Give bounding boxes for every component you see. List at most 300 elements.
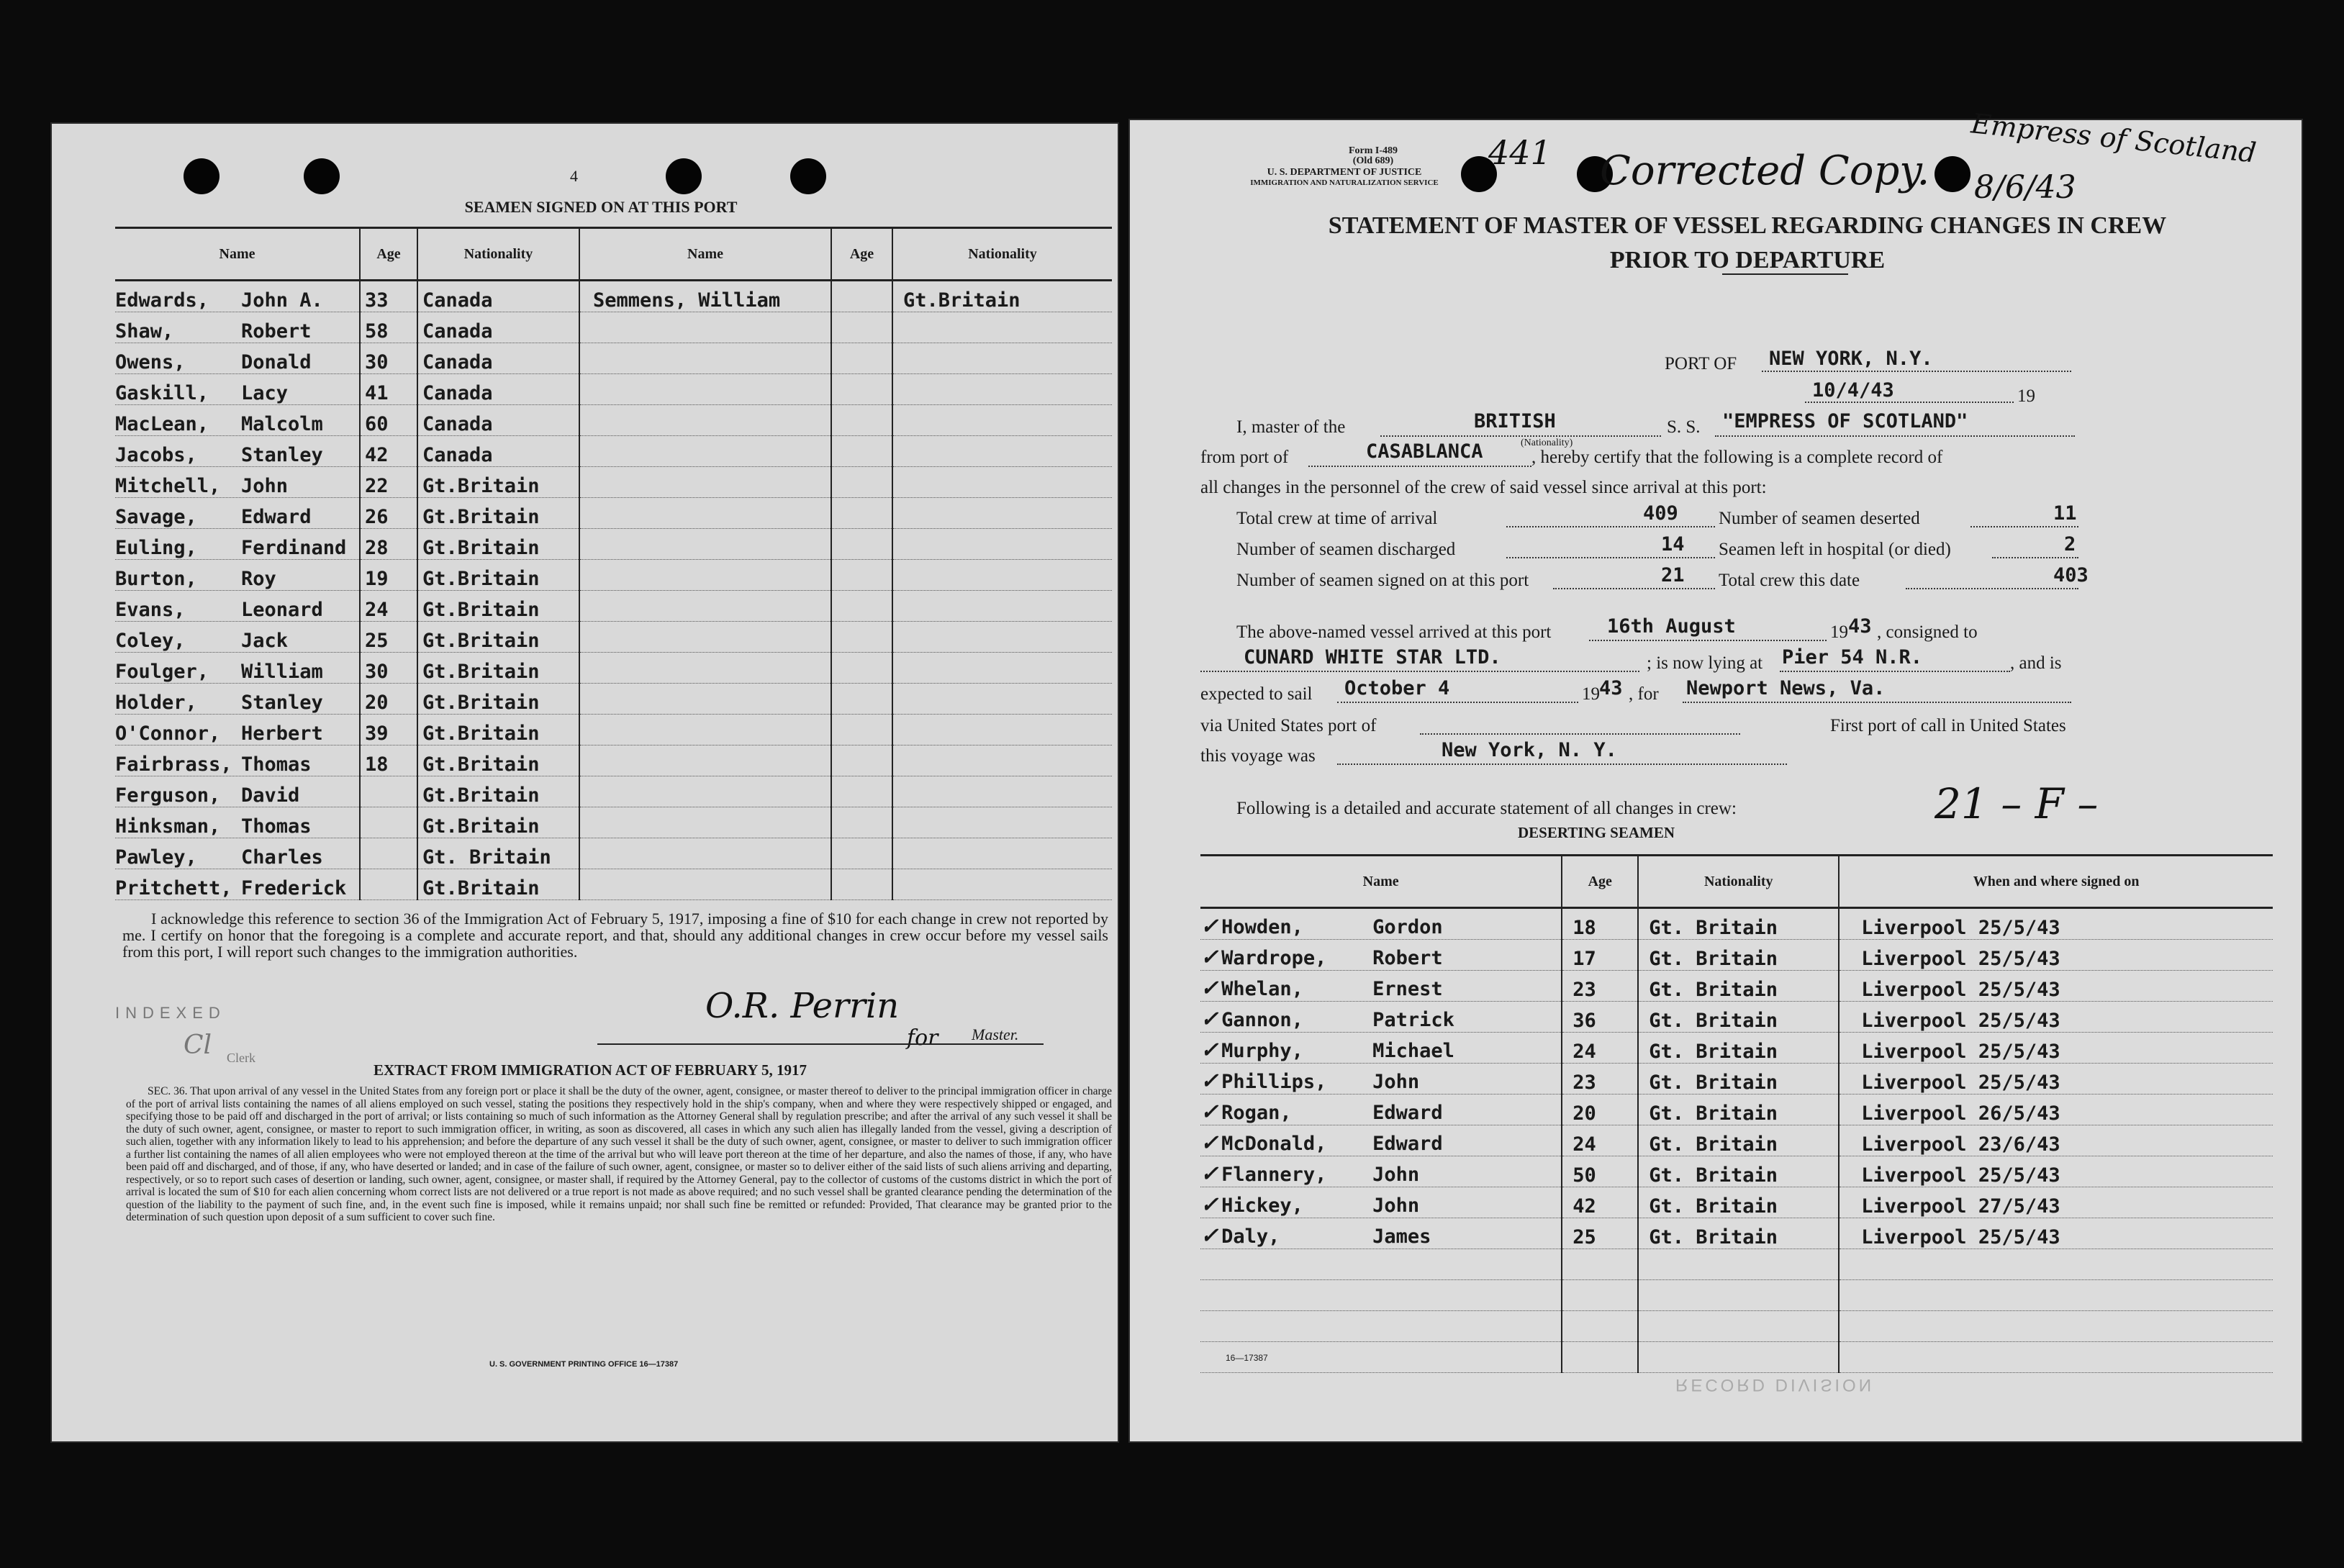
seaman-name-2 <box>579 869 831 900</box>
deserter-nationality <box>1638 1342 1839 1373</box>
expected-label: expected to sail <box>1200 684 1313 704</box>
deserter-nationality: Gt. Britain <box>1638 908 1839 940</box>
pier-line <box>1780 671 2010 672</box>
seaman-age-2 <box>831 281 892 312</box>
table-row <box>1200 1187 2273 1218</box>
deserter-name <box>1200 1125 1562 1156</box>
deserter-age: 23 <box>1562 1064 1638 1095</box>
table-row <box>115 684 1112 715</box>
table-row <box>115 312 1112 343</box>
seaman-nationality: Canada <box>417 343 579 374</box>
seaman-name-2 <box>579 405 831 436</box>
stat-discharged-value: 14 <box>1661 533 1685 556</box>
sail-line <box>1337 702 1578 703</box>
seaman-age <box>360 807 417 838</box>
consigned-label: , consigned to <box>1877 622 1978 642</box>
deserting-title: DESERTING SEAMEN <box>1517 824 1675 841</box>
stat-signed-on-value: 21 <box>1661 564 1685 586</box>
check-mark-icon: ✓ <box>1200 1192 1219 1218</box>
deserter-age: 24 <box>1562 1125 1638 1156</box>
seaman-name-2 <box>579 622 831 653</box>
table-row <box>115 467 1112 498</box>
handwritten-number: 441 <box>1488 133 1552 172</box>
seaman-age-2 <box>831 560 892 591</box>
form-title-line2: PRIOR TO DEPARTURE <box>1609 247 1886 273</box>
consignee-value: CUNARD WHITE STAR LTD. <box>1244 646 1501 669</box>
seaman-age <box>360 776 417 807</box>
deserter-given-name: Michael <box>1372 1040 1454 1062</box>
deserter-nationality: Gt. Britain <box>1638 1033 1839 1064</box>
table-row <box>1200 1095 2273 1125</box>
seaman-nationality: Canada <box>417 312 579 343</box>
seaman-name-2 <box>579 498 831 529</box>
master-signature: O.R. Perrin <box>705 986 900 1026</box>
deserter-name <box>1200 908 1562 940</box>
seaman-given-name: David <box>241 784 300 807</box>
seaman-name <box>115 343 360 374</box>
deserter-name <box>1200 1249 1562 1280</box>
punch-hole <box>1935 156 1970 192</box>
seaman-name-2 <box>579 838 831 869</box>
seaman-nationality-2 <box>892 343 1112 374</box>
form-title <box>1200 209 2294 278</box>
seaman-nationality: Gt.Britain <box>417 746 579 776</box>
following-label: Following is a detailed and accurate statement of all changes in crew: <box>1236 799 1737 818</box>
seaman-age-2 <box>831 684 892 715</box>
seaman-nationality: Gt.Britain <box>417 591 579 622</box>
table-row <box>115 405 1112 436</box>
seaman-name-2: Semmens, William <box>579 281 831 312</box>
from-port-label: from port of <box>1200 448 1289 467</box>
seaman-given-name: Robert <box>241 320 312 343</box>
seaman-age: 18 <box>360 746 417 776</box>
seaman-age-2 <box>831 653 892 684</box>
seaman-age-2 <box>831 405 892 436</box>
seaman-age: 30 <box>360 653 417 684</box>
from-port-value: CASABLANCA <box>1366 440 1483 463</box>
seaman-nationality-2 <box>892 498 1112 529</box>
check-mark-icon: ✓ <box>1200 945 1219 970</box>
seaman-name-2 <box>579 374 831 405</box>
deserter-signed-on: Liverpool 25/5/43 <box>1839 908 2273 940</box>
deserter-given-name: John <box>1372 1195 1420 1217</box>
deserter-age: 36 <box>1562 1002 1638 1033</box>
table-row <box>115 715 1112 746</box>
table-row <box>1200 1002 2273 1033</box>
deserter-surname: Wardrope, <box>1221 947 1327 969</box>
page-number: 4 <box>570 167 578 185</box>
seaman-name <box>115 467 360 498</box>
seaman-nationality-2 <box>892 436 1112 467</box>
deserter-name <box>1200 1280 1562 1311</box>
table-row <box>115 529 1112 560</box>
seaman-name <box>115 776 360 807</box>
deserter-surname: Phillips, <box>1221 1071 1327 1093</box>
handwritten-ship: Empress of Scotland <box>1969 107 2258 169</box>
seaman-age: 19 <box>360 560 417 591</box>
deserter-signed-on <box>1839 1280 2273 1311</box>
seaman-surname: Euling, <box>115 537 197 559</box>
date-line <box>1805 402 2014 403</box>
deserter-name <box>1200 1311 1562 1342</box>
seaman-name-2 <box>579 684 831 715</box>
table-row <box>115 374 1112 405</box>
form-title-line1: STATEMENT OF MASTER OF VESSEL REGARDING CHANGES IN CREW <box>1328 212 2167 239</box>
form-code: 16—17387 <box>1226 1353 1268 1363</box>
deserter-name <box>1200 1095 1562 1125</box>
destination-line <box>1683 702 2071 703</box>
seaman-nationality: Gt.Britain <box>417 869 579 900</box>
seaman-given-name: Charles <box>241 846 323 869</box>
seaman-given-name: William <box>241 661 323 683</box>
seaman-surname: Jacobs, <box>115 444 197 466</box>
stat-deserted-value: 11 <box>2053 502 2077 525</box>
deserter-age: 42 <box>1562 1187 1638 1218</box>
seaman-nationality: Gt.Britain <box>417 467 579 498</box>
seaman-given-name: Jack <box>241 630 289 652</box>
sail-value: October 4 <box>1344 677 1450 699</box>
table-row <box>1200 1249 2273 1280</box>
record-stamp: RECORD DIVISION <box>1675 1375 1875 1395</box>
deserter-age: 24 <box>1562 1033 1638 1064</box>
seaman-given-name: John <box>241 475 289 497</box>
seaman-name <box>115 498 360 529</box>
seaman-name <box>115 684 360 715</box>
seaman-age-2 <box>831 776 892 807</box>
seaman-age: 22 <box>360 467 417 498</box>
stat-total-date-value: 403 <box>2053 564 2089 586</box>
deserter-name <box>1200 1187 1562 1218</box>
seaman-nationality: Gt.Britain <box>417 622 579 653</box>
seaman-given-name: Donald <box>241 351 312 373</box>
for-label: , for <box>1629 684 1659 704</box>
printing-office: U. S. GOVERNMENT PRINTING OFFICE 16—17387 <box>489 1360 679 1369</box>
arrived-label: The above-named vessel arrived at this port <box>1236 622 1552 642</box>
nationality-value: BRITISH <box>1474 410 1556 432</box>
seaman-surname: Shaw, <box>115 320 174 343</box>
seaman-age-2 <box>831 715 892 746</box>
destination-value: Newport News, Va. <box>1686 677 1886 699</box>
deserter-signed-on <box>1839 1311 2273 1342</box>
stat-deserted-label: Number of seamen deserted <box>1719 509 1920 528</box>
table-row <box>115 560 1112 591</box>
stat-line <box>1970 526 2078 527</box>
deserter-age: 25 <box>1562 1218 1638 1249</box>
seaman-given-name: Leonard <box>241 599 323 621</box>
section-title: SEAMEN SIGNED ON AT THIS PORT <box>464 198 738 216</box>
seaman-surname: Owens, <box>115 351 186 373</box>
via-line <box>1420 733 1740 735</box>
seaman-nationality: Gt.Britain <box>417 776 579 807</box>
deserter-signed-on: Liverpool 25/5/43 <box>1839 1064 2273 1095</box>
col-header-name: Name <box>579 228 831 281</box>
deserter-signed-on <box>1839 1342 2273 1373</box>
deserter-age: 50 <box>1562 1156 1638 1187</box>
seaman-age-2 <box>831 374 892 405</box>
seaman-given-name: Ferdinand <box>241 537 347 559</box>
seaman-name <box>115 281 360 312</box>
seaman-surname: Fairbrass, <box>115 753 232 776</box>
title-underline <box>1722 273 1848 275</box>
seaman-nationality-2 <box>892 591 1112 622</box>
stat-total-arrival-value: 409 <box>1643 502 1678 525</box>
seaman-age: 60 <box>360 405 417 436</box>
seaman-age-2 <box>831 312 892 343</box>
deserter-signed-on: Liverpool 25/5/43 <box>1839 1002 2273 1033</box>
deserter-name <box>1200 971 1562 1002</box>
seaman-nationality-2 <box>892 374 1112 405</box>
indexed-stamp: INDEXED <box>115 1004 226 1022</box>
deserter-surname: McDonald, <box>1221 1133 1327 1155</box>
seaman-nationality-2 <box>892 869 1112 900</box>
seaman-name <box>115 405 360 436</box>
seaman-age: 33 <box>360 281 417 312</box>
table-row <box>1200 971 2273 1002</box>
deserter-given-name: Ernest <box>1372 978 1443 1000</box>
table-row <box>1200 1156 2273 1187</box>
check-mark-icon: ✓ <box>1200 1161 1219 1187</box>
seaman-surname: Evans, <box>115 599 186 621</box>
seaman-surname: Savage, <box>115 506 197 528</box>
stat-hospital-label: Seamen left in hospital (or died) <box>1719 540 1951 559</box>
table-row <box>115 746 1112 776</box>
acknowledgement-text: I acknowledge this reference to section 36 of the Immigration Act of February 5, 1917, imposing a fine of $10 for each change in crew not reported by me. I certify on honor that the foregoing is a complete and accurate report, and that, should any additional changes in crew occur before my vessel sails from this port, I will report such changes to the immigration authorities. <box>122 910 1108 961</box>
check-mark-icon: ✓ <box>1200 1069 1219 1094</box>
col-header-name: Name <box>115 228 360 281</box>
arrived-value: 16th August <box>1607 615 1736 638</box>
stat-total-arrival-label: Total crew at time of arrival <box>1236 509 1438 528</box>
table-row <box>115 869 1112 900</box>
table-row <box>115 343 1112 374</box>
col-header-nationality: Nationality <box>892 228 1112 281</box>
table-row <box>115 622 1112 653</box>
table-row <box>115 591 1112 622</box>
first-port-value: New York, N. Y. <box>1442 739 1617 761</box>
deserter-nationality: Gt. Britain <box>1638 971 1839 1002</box>
seaman-given-name: Herbert <box>241 722 323 745</box>
seaman-name <box>115 560 360 591</box>
deserter-name <box>1200 940 1562 971</box>
seaman-surname: Gaskill, <box>115 382 209 404</box>
deserter-given-name: Robert <box>1372 947 1443 969</box>
deserting-table <box>1200 854 2273 1373</box>
seaman-age: 30 <box>360 343 417 374</box>
seaman-nationality-2 <box>892 529 1112 560</box>
deserter-nationality: Gt. Britain <box>1638 1095 1839 1125</box>
table-row <box>115 776 1112 807</box>
nationality-caption: (Nationality) <box>1521 438 1573 448</box>
deserter-signed-on: Liverpool 25/5/43 <box>1839 1156 2273 1187</box>
seaman-name <box>115 591 360 622</box>
seaman-nationality: Gt.Britain <box>417 560 579 591</box>
seaman-age-2 <box>831 529 892 560</box>
col-header-age: Age <box>1562 856 1638 908</box>
stat-hospital-value: 2 <box>2064 533 2076 556</box>
seaman-surname: Ferguson, <box>115 784 221 807</box>
deserter-signed-on: Liverpool 25/5/43 <box>1839 1033 2273 1064</box>
deserter-surname: Whelan, <box>1221 978 1303 1000</box>
deserter-name <box>1200 1002 1562 1033</box>
seaman-given-name: Stanley <box>241 692 323 714</box>
seaman-nationality-2 <box>892 684 1112 715</box>
stat-line <box>1906 588 2078 589</box>
department-name: U. S. DEPARTMENT OF JUSTICE <box>1267 167 1422 178</box>
seaman-nationality: Canada <box>417 405 579 436</box>
table-row <box>1200 1280 2273 1311</box>
check-mark-icon: ✓ <box>1200 1007 1219 1032</box>
seaman-surname: Foulger, <box>115 661 209 683</box>
seaman-name-2 <box>579 715 831 746</box>
handwritten-count: 21 – F – <box>1935 779 2099 828</box>
seaman-surname: Mitchell, <box>115 475 221 497</box>
seaman-given-name: Edward <box>241 506 312 528</box>
seaman-given-name: Stanley <box>241 444 323 466</box>
seaman-nationality: Canada <box>417 436 579 467</box>
seaman-nationality: Gt. Britain <box>417 838 579 869</box>
deserter-age <box>1562 1342 1638 1373</box>
seaman-nationality: Canada <box>417 281 579 312</box>
stat-line <box>1992 557 2078 558</box>
seaman-nationality: Gt.Britain <box>417 807 579 838</box>
seaman-age: 28 <box>360 529 417 560</box>
stat-total-date-label: Total crew this date <box>1719 571 1860 590</box>
seaman-age-2 <box>831 838 892 869</box>
deserter-nationality: Gt. Britain <box>1638 1064 1839 1095</box>
seaman-nationality-2 <box>892 746 1112 776</box>
port-line <box>1762 371 2071 372</box>
sail-year-prefix: 19 <box>1582 684 1600 704</box>
deserter-name <box>1200 1033 1562 1064</box>
service-name: IMMIGRATION AND NATURALIZATION SERVICE <box>1250 178 1439 187</box>
changes-text: all changes in the personnel of the crew of said vessel since arrival at this port: <box>1200 478 1767 497</box>
deserter-name <box>1200 1156 1562 1187</box>
form-id <box>1283 146 1463 166</box>
left-page <box>50 122 1119 1443</box>
deserter-given-name: Patrick <box>1372 1009 1454 1031</box>
deserter-surname: Howden, <box>1221 916 1303 938</box>
seaman-name-2 <box>579 436 831 467</box>
seaman-name-2 <box>579 529 831 560</box>
arrived-year: 43 <box>1848 615 1872 638</box>
deserter-signed-on <box>1839 1249 2273 1280</box>
deserter-nationality: Gt. Britain <box>1638 940 1839 971</box>
deserter-age <box>1562 1280 1638 1311</box>
check-mark-icon: ✓ <box>1200 976 1219 1001</box>
deserter-nationality: Gt. Britain <box>1638 1156 1839 1187</box>
handwritten-date: 8/6/43 <box>1974 169 2076 206</box>
col-header-signed-on: When and where signed on <box>1839 856 2273 908</box>
extract-text: SEC. 36. That upon arrival of any vessel in the United States from any foreign port or place it shall be the duty of the owner, agent, consignee, or master thereof to deliver to the principal immigration officer in charge of the port of arrival lists containing the names of all aliens employed on such vessel, stating the positions they respectively hold in the ship's company, when and where they were respectively shipped or engaged, and specifying those to be paid off and discharged in the port of arrival; or lists containing so much of such information as the Attorney General shall by regulation prescribe; and after the arrival of any such vessel it shall be the duty of such owner, agent, consignee, or master to report to such immigration officer, in writing, as soon as discovered, all cases in which any such alien has illegally landed from the vessel, giving a description of such alien, together with any information likely to lead to his apprehension; and before the departure of any such vessel it shall be the duty of such owner, agent, consignee, or master to deliver to such immigration officer a further list containing the names of all alien employees who were not employed thereon at the time of the arrival but who will leave port thereon at the time of her departure, and also the names of those, if any, who have been paid off and discharged, and of those, if any, who have deserted or landed; and in case of the failure of such owner, agent, consignee, or master so to deliver either of the said lists of such aliens arriving and departing, respectively, or so to report such cases of desertion or landing, such owner, agent, consignee, or master shall, if required by the Attorney General, pay to the collector of customs of the customs district in which the port of arrival is located the sum of $10 for each alien concerning whom correct lists are not delivered or a true report is not made as above required; and no such vessel shall be granted clearance pending the determination of the question of the liability to the payment of such fine, and, in the event such fine is imposed, while it remains unpaid; nor shall such fine be remitted or refunded: Provided, That clearance may be granted prior to the determination of such question upon deposit of a sum sufficient to cover such fine. <box>126 1085 1112 1223</box>
pier-value: Pier 54 N.R. <box>1782 646 1923 669</box>
seaman-age: 24 <box>360 591 417 622</box>
seaman-nationality-2 <box>892 838 1112 869</box>
seaman-nationality-2 <box>892 622 1112 653</box>
deserter-age: 20 <box>1562 1095 1638 1125</box>
port-value: NEW YORK, N.Y. <box>1769 348 1933 370</box>
table-row <box>1200 1033 2273 1064</box>
signature-for: for <box>907 1025 938 1051</box>
col-header-age: Age <box>831 228 892 281</box>
clerk-initials: Cl <box>184 1030 212 1060</box>
seaman-surname: O'Connor, <box>115 722 221 745</box>
seaman-nationality-2 <box>892 653 1112 684</box>
deserter-surname: Murphy, <box>1221 1040 1303 1062</box>
seaman-name <box>115 374 360 405</box>
deserter-signed-on: Liverpool 25/5/43 <box>1839 971 2273 1002</box>
seaman-age-2 <box>831 746 892 776</box>
first-port-line <box>1337 763 1787 765</box>
seaman-nationality: Gt.Britain <box>417 529 579 560</box>
seaman-name <box>115 529 360 560</box>
seaman-age-2 <box>831 807 892 838</box>
consignee-line <box>1200 671 1639 672</box>
table-row <box>115 653 1112 684</box>
seaman-age: 25 <box>360 622 417 653</box>
port-label: PORT OF <box>1665 354 1737 373</box>
date-suffix: 19 <box>2017 386 2035 406</box>
seaman-nationality: Gt.Britain <box>417 653 579 684</box>
deserter-surname: Daly, <box>1221 1225 1280 1248</box>
table-row <box>1200 1218 2273 1249</box>
form-old-number: (Old 689) <box>1352 155 1394 166</box>
table-row <box>1200 908 2273 940</box>
this-voyage-label: this voyage was <box>1200 746 1316 766</box>
master-of-label: I, master of the <box>1236 417 1346 437</box>
deserter-nationality <box>1638 1280 1839 1311</box>
deserter-age <box>1562 1249 1638 1280</box>
and-is-label: , and is <box>2010 653 2062 673</box>
seaman-age: 42 <box>360 436 417 467</box>
seaman-nationality-2: Gt.Britain <box>892 281 1112 312</box>
deserter-age: 18 <box>1562 908 1638 940</box>
seaman-surname: Holder, <box>115 692 197 714</box>
punch-hole <box>304 158 340 194</box>
deserter-nationality <box>1638 1249 1839 1280</box>
ship-line <box>1715 435 2075 437</box>
table-row <box>1200 1125 2273 1156</box>
deserter-name <box>1200 1218 1562 1249</box>
seaman-age: 58 <box>360 312 417 343</box>
seaman-name-2 <box>579 776 831 807</box>
check-mark-icon: ✓ <box>1200 914 1219 939</box>
deserter-nationality: Gt. Britain <box>1638 1187 1839 1218</box>
seaman-given-name: Roy <box>241 568 276 590</box>
seaman-age <box>360 838 417 869</box>
seaman-age-2 <box>831 622 892 653</box>
first-port-label: First port of call in United States <box>1830 716 2066 735</box>
deserter-signed-on: Liverpool 25/5/43 <box>1839 1218 2273 1249</box>
table-row <box>1200 940 2273 971</box>
sail-year: 43 <box>1599 677 1623 699</box>
deserter-age <box>1562 1311 1638 1342</box>
seaman-given-name: Lacy <box>241 382 289 404</box>
arrived-year-prefix: 19 <box>1830 622 1848 642</box>
seaman-name <box>115 312 360 343</box>
seaman-name-2 <box>579 807 831 838</box>
handwritten-corrected: Corrected Copy. <box>1600 148 1930 194</box>
col-header-nationality: Nationality <box>1638 856 1839 908</box>
seaman-age-2 <box>831 591 892 622</box>
seaman-nationality-2 <box>892 312 1112 343</box>
deserter-given-name: John <box>1372 1071 1420 1093</box>
seaman-name-2 <box>579 312 831 343</box>
nationality-line <box>1380 435 1661 437</box>
seaman-age <box>360 869 417 900</box>
deserter-given-name: Edward <box>1372 1133 1443 1155</box>
seaman-age-2 <box>831 498 892 529</box>
seaman-name <box>115 807 360 838</box>
deserter-age: 23 <box>1562 971 1638 1002</box>
